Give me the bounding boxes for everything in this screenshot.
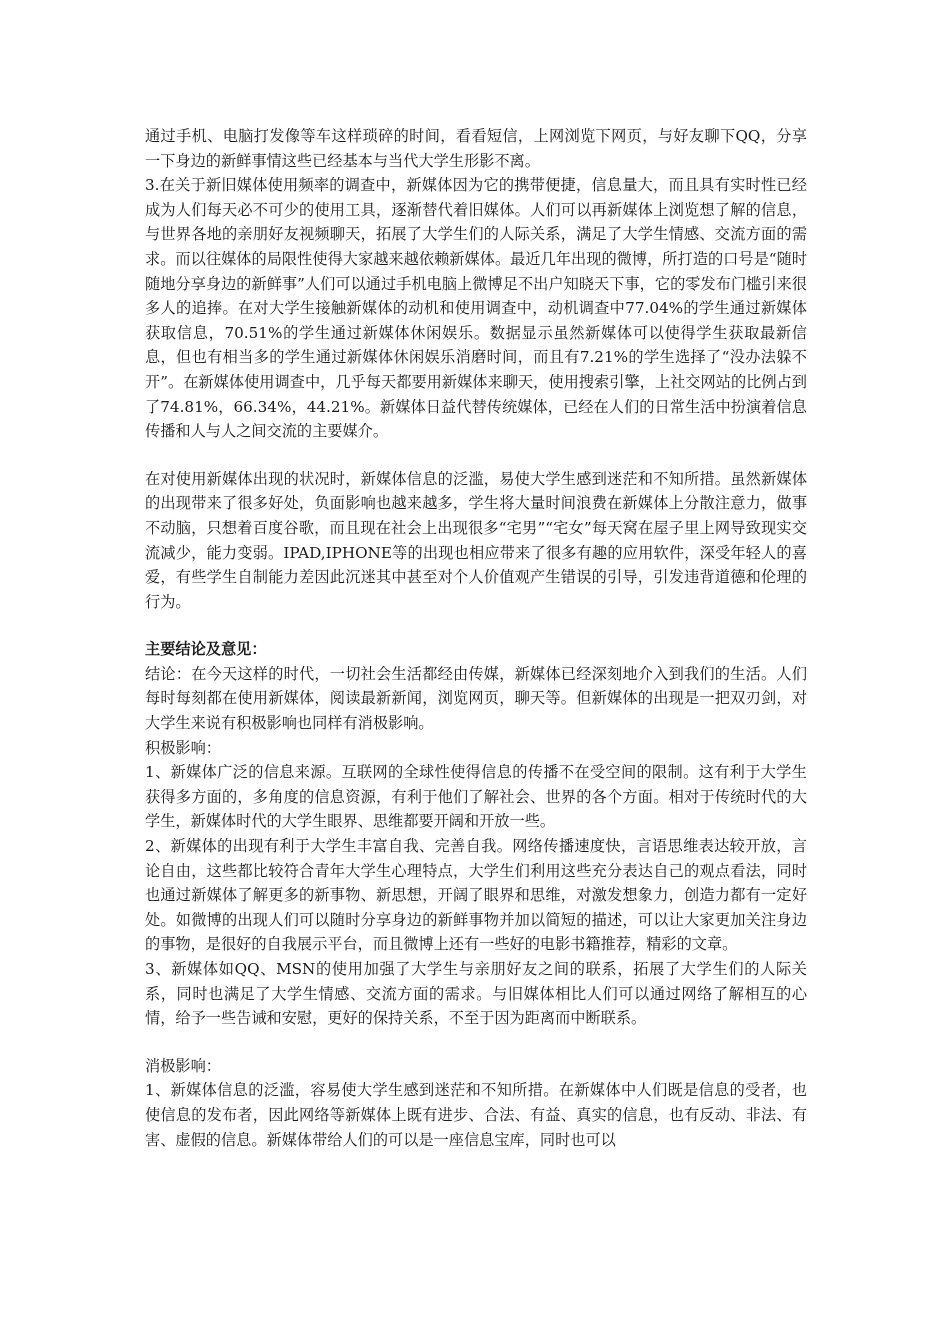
paragraph-problems: 在对使用新媒体出现的状况时，新媒体信息的泛滥，易使大学生感到迷茫和不知所措。虽然新媒体的出现带来了很多好处，负面影响也越来越多，学生将大量时间浪费在新媒体上分散注意力，做事不动脑，只想着百度谷歌，而且现在社会上出现很多“宅男”“宅女”每天窝在屋子里上网导致现实交流减少，能力变弱。IPAD,IPHONE等的出现也相应带来了很多有趣的应用软件，深受年轻人的喜爱，有些学生自制能力差因此沉迷其中甚至对个人价值观产生错误的引导，引发违背道德和伦理的行为。 bbox=[145, 469, 807, 611]
section-heading-conclusion: 主要结论及意见： bbox=[145, 640, 267, 659]
paragraph-negative-1: 1、新媒体信息的泛滥，容易使大学生感到迷茫和不知所措。在新媒体中人们既是信息的受者，也使信息的发布者，因此网络等新媒体上既有进步、合法、有益、真实的信息，也有反动、非法、有害、虚假的信息。新媒体带给人们的可以是一座信息宝库，同时也可以 bbox=[145, 1081, 807, 1149]
paragraph-positive-3: 3、新媒体如QQ、MSN的使用加强了大学生与亲朋好友之间的联系，拓展了大学生们的人际关系，同时也满足了大学生情感、交流方面的需求。与旧媒体相比人们可以通过网络了解相互的心情，给予一些告诫和安慰，更好的保持关系，不至于因为距离而中断联系。 bbox=[145, 960, 807, 1028]
paragraph-intro: 通过手机、电脑打发像等车这样琐碎的时间，看看短信，上网浏览下网页，与好友聊下QQ，分享一下身边的新鲜事情这些已经基本与当代大学生形影不离。 bbox=[145, 127, 807, 170]
paragraph-positive-2: 2、新媒体的出现有利于大学生丰富自我、完善自我。网络传播速度快，言语思维表达较开放，言论自由，这些都比较符合青年大学生心理特点，大学生们利用这些充分表达自己的观点看法，同时也通过新媒体了解更多的新事物、新思想，开阔了眼界和思维，对激发想象力，创造力都有一定好处。如微博的出现人们可以随时分享身边的新鲜事物并加以简短的描述，可以让大家更加关注身边的事物，是很好的自我展示平台，而且微博上还有一些好的电影书籍推荐，精彩的文章。 bbox=[145, 837, 807, 954]
paragraph-gap bbox=[145, 1031, 807, 1054]
label-positive-impact: 积极影响： bbox=[145, 738, 221, 757]
paragraph-gap bbox=[145, 614, 807, 637]
label-negative-impact: 消极影响： bbox=[145, 1056, 221, 1075]
paragraph-conclusion: 结论：在今天这样的时代，一切社会生活都经由传媒，新媒体已经深刻地介入到我们的生活。人们每时每刻都在使用新媒体，阅读最新新闻，浏览网页，聊天等。但新媒体的出现是一把双刃剑，对大学生来说有积极影响也同样有消极影响。 bbox=[145, 664, 807, 733]
paragraph-survey: 3.在关于新旧媒体使用频率的调查中，新媒体因为它的携带便捷，信息量大，而且具有实时性已经成为人们每天必不可少的使用工具，逐渐替代着旧媒体。人们可以再新媒体上浏览想了解的信息，与世界各地的亲朋好友视频聊天，拓展了大学生们的人际关系，满足了大学生情感、交流方面的需求。而以往媒体的局限性使得大家越来越依赖新媒体。最近几年出现的微博，所打造的口号是“随时随地分享身边的新鲜事”人们可以通过手机电脑上微博足不出户知晓天下事，它的零发布门槛引来很多人的追捧。在对大学生接触新媒体的动机和使用调查中，动机调查中77.04%的学生通过新媒体获取信息，70.51%的学生通过新媒体休闲娱乐。数据显示虽然新媒体可以使得学生获取最新信息，但也有相当多的学生通过新媒体休闲娱乐消磨时间，而且有7.21%的学生选择了“没办法躲不开”。在新媒体使用调查中，几乎每天都要用新媒体来聊天，使用搜索引擎，上社交网站的比例占到了74.81%，66.34%，44.21%。新媒体日益代替传统媒体，已经在人们的日常生活中扮演着信息传播和人与人之间交流的主要媒介。 bbox=[145, 176, 807, 441]
document-body bbox=[145, 124, 807, 1152]
paragraph-positive-1: 1、新媒体广泛的信息来源。互联网的全球性使得信息的传播不在受空间的限制。这有利于大学生获得多方面的，多角度的信息资源，有利于他们了解社会、世界的各个方面。相对于传统时代的大学生，新媒体时代的大学生眼界、思维都要开阔和开放一些。 bbox=[145, 763, 807, 831]
paragraph-gap bbox=[145, 444, 807, 467]
